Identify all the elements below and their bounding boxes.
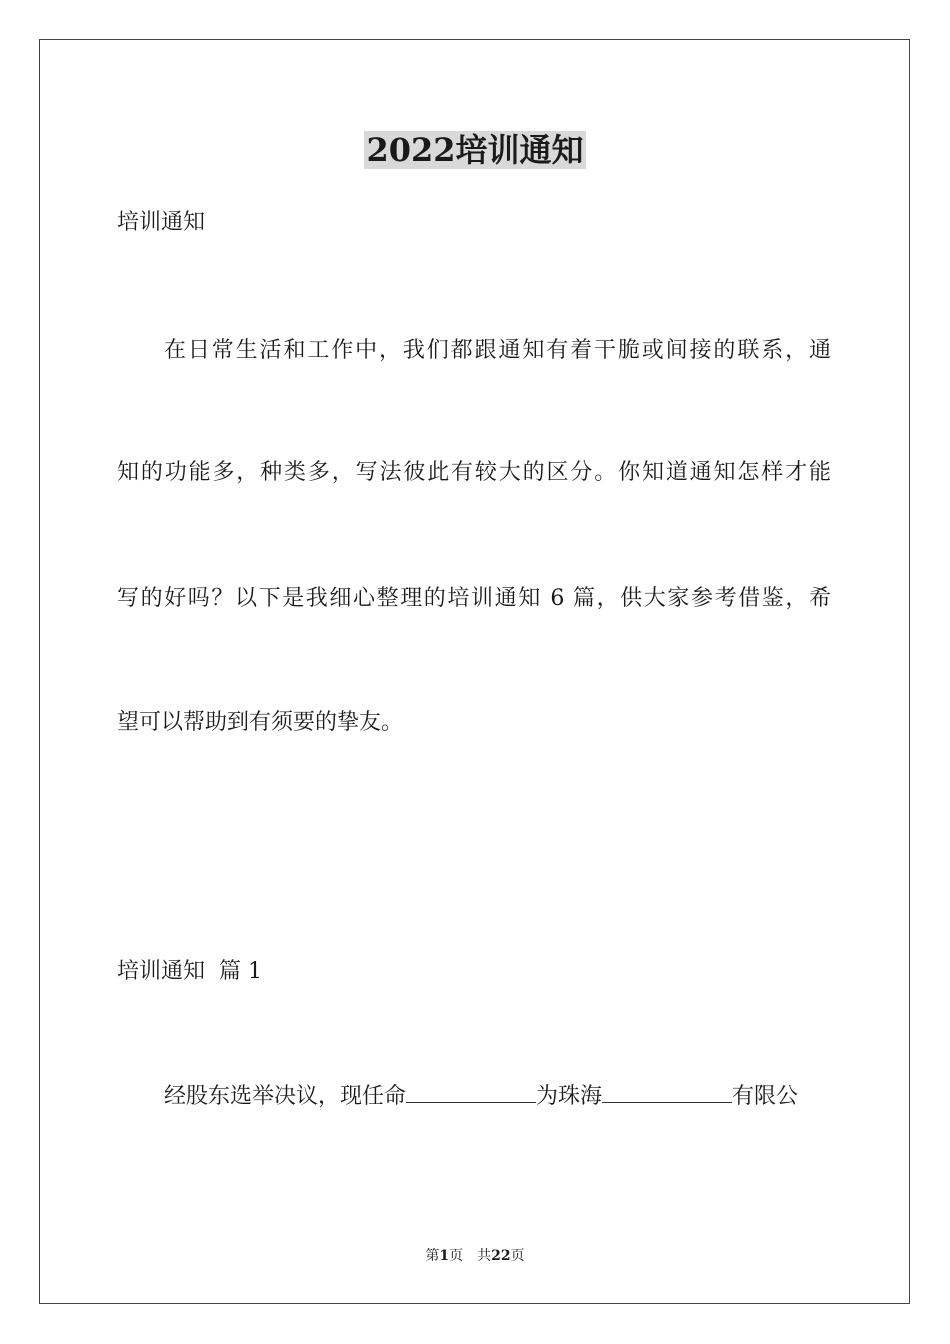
section-line-part1: 经股东选举决议，现任命 — [164, 1084, 407, 1109]
document-title — [0, 130, 950, 170]
section-line-part3: 有限公 — [732, 1084, 799, 1109]
section-first-line — [164, 1080, 798, 1112]
section-title: 培训通知 篇 1 — [117, 959, 262, 984]
footer-page-number: 1 — [439, 1248, 450, 1264]
company-blank — [602, 1080, 732, 1103]
intro-line-4: 望可以帮助到有须要的挚友。 — [117, 710, 404, 735]
footer-total-suffix: 页 — [510, 1248, 525, 1264]
footer-total-prefix: 共 — [477, 1248, 492, 1264]
document-title-text: 2022培训通知 — [366, 131, 584, 169]
section-line-part2: 为珠海 — [536, 1084, 603, 1109]
intro-line-2: 知的功能多，种类多，写法彼此有较大的区分。你知道通知怎样才能 — [117, 460, 831, 485]
page-footer — [0, 1246, 950, 1266]
name-blank — [406, 1080, 536, 1103]
intro-line-3: 写的好吗？以下是我细心整理的培训通知 6 篇，供大家参考借鉴，希 — [117, 586, 831, 611]
document-heading: 培训通知 — [117, 210, 206, 235]
footer-page-prefix: 第 — [425, 1248, 440, 1264]
footer-total-pages: 22 — [491, 1248, 511, 1264]
footer-page-suffix: 页 — [449, 1248, 464, 1264]
intro-line-1: 在日常生活和工作中，我们都跟通知有着干脆或间接的联系，通 — [164, 338, 831, 363]
